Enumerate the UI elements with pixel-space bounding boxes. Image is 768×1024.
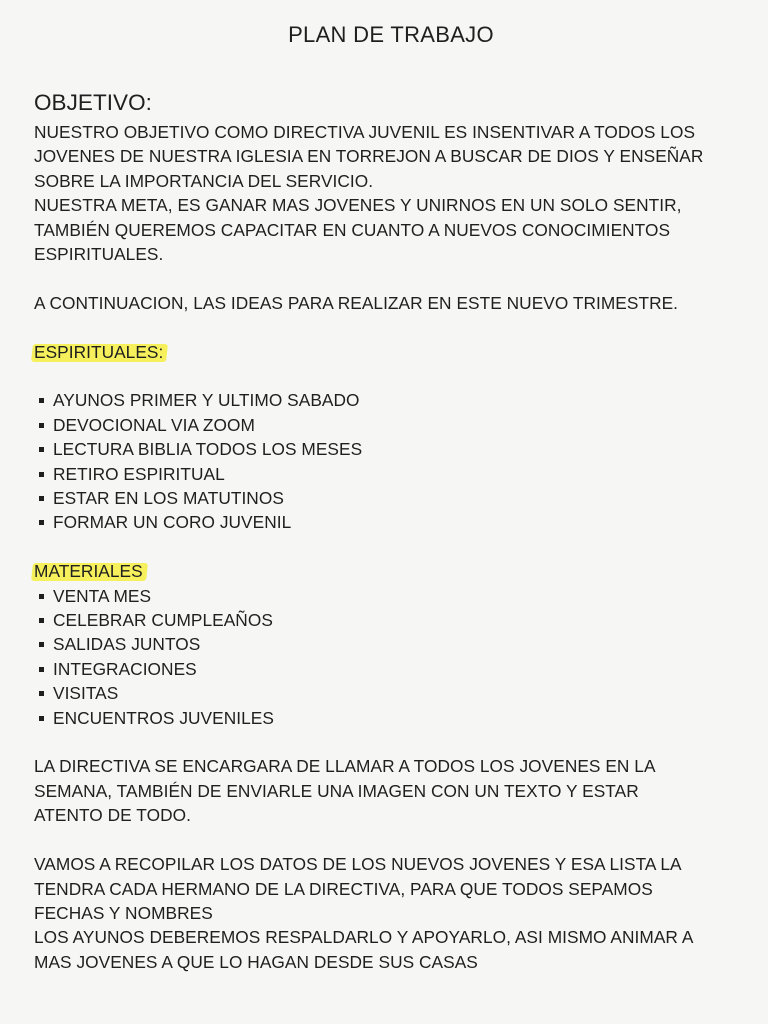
list-item — [34, 657, 746, 681]
list-item-label: LECTURA BIBLIA TODOS LOS MESES — [53, 439, 363, 460]
objective-line: TAMBIÉN QUEREMOS CAPACITAR EN CUANTO A NUEVOS CONOCIMIENTOS — [34, 219, 671, 240]
bullet-icon — [39, 691, 44, 696]
paragraph-line: VAMOS A RECOPILAR LOS DATOS DE LOS NUEVOS JOVENES Y ESA LISTA LA — [34, 854, 682, 875]
paragraph-line: SEMANA, TAMBIÉN DE ENVIARLE UNA IMAGEN CON UN TEXTO Y ESTAR — [34, 780, 639, 801]
list-item-label: SALIDAS JUNTOS — [53, 634, 201, 655]
bullet-icon — [39, 520, 44, 525]
objective-line: ESPIRITUALES. — [34, 244, 164, 265]
list-item — [34, 632, 746, 656]
espirituales-heading-row — [34, 340, 746, 364]
list-item-label: FORMAR UN CORO JUVENIL — [53, 512, 292, 533]
bullet-icon — [39, 667, 44, 672]
list-item — [34, 413, 746, 437]
objective-paragraph — [34, 120, 746, 266]
list-item — [34, 706, 746, 730]
bullet-icon — [39, 496, 44, 501]
paragraph-line: MAS JOVENES A QUE LO HAGAN DESDE SUS CASAS — [34, 951, 478, 972]
paragraph-line: LOS AYUNOS DEBEREMOS RESPALDARLO Y APOYARLO, ASI MISMO ANIMAR A — [34, 927, 694, 948]
list-item-label: CELEBRAR CUMPLEAÑOS — [53, 610, 273, 631]
document-title: PLAN DE TRABAJO — [288, 22, 494, 47]
intro-line: A CONTINUACION, LAS IDEAS PARA REALIZAR EN ESTE NUEVO TRIMESTRE. — [34, 292, 679, 313]
espirituales-list — [34, 388, 746, 534]
bullet-icon — [39, 472, 44, 477]
bullet-icon — [39, 618, 44, 623]
bullet-icon — [39, 642, 44, 647]
list-item-label: VISITAS — [53, 683, 119, 704]
list-item-label: INTEGRACIONES — [53, 658, 197, 679]
document-body — [34, 88, 746, 974]
list-item-label: ENCUENTROS JUVENILES — [53, 707, 274, 728]
list-item — [34, 486, 746, 510]
objective-line: NUESTRA META, ES GANAR MAS JOVENES Y UNIRNOS EN UN SOLO SENTIR, — [34, 195, 682, 216]
list-item — [34, 462, 746, 486]
final-paragraph — [34, 852, 746, 974]
espirituales-heading: ESPIRITUALES: — [34, 340, 163, 364]
list-item-label: DEVOCIONAL VIA ZOOM — [53, 414, 255, 435]
list-item — [34, 608, 746, 632]
bullet-icon — [39, 716, 44, 721]
materiales-heading-row — [34, 559, 746, 583]
list-item-label: RETIRO ESPIRITUAL — [53, 463, 225, 484]
bullet-icon — [39, 398, 44, 403]
objective-line: JOVENES DE NUESTRA IGLESIA EN TORREJON A BUSCAR DE DIOS Y ENSEÑAR — [34, 146, 704, 167]
objective-line: SOBRE LA IMPORTANCIA DEL SERVICIO. — [34, 170, 374, 191]
directiva-paragraph — [34, 754, 746, 827]
paragraph-line: TENDRA CADA HERMANO DE LA DIRECTIVA, PARA QUE TODOS SEPAMOS — [34, 878, 653, 899]
list-item — [34, 681, 746, 705]
objective-heading: OBJETIVO: — [34, 90, 152, 115]
materiales-heading: MATERIALES — [34, 559, 143, 583]
bullet-icon — [39, 423, 44, 428]
list-item — [34, 584, 746, 608]
paragraph-line: FECHAS Y NOMBRES — [34, 902, 213, 923]
bullet-icon — [39, 447, 44, 452]
list-item-label: ESTAR EN LOS MATUTINOS — [53, 488, 284, 509]
list-item-label: AYUNOS PRIMER Y ULTIMO SABADO — [53, 390, 360, 411]
list-item — [34, 510, 746, 534]
bullet-icon — [39, 594, 44, 599]
paragraph-line: ATENTO DE TODO. — [34, 805, 191, 826]
materiales-list — [34, 584, 746, 730]
objective-line: NUESTRO OBJETIVO COMO DIRECTIVA JUVENIL ES INSENTIVAR A TODOS LOS — [34, 122, 696, 142]
list-item-label: VENTA MES — [53, 585, 152, 606]
list-item — [34, 388, 746, 412]
paragraph-line: LA DIRECTIVA SE ENCARGARA DE LLAMAR A TODOS LOS JOVENES EN LA — [34, 756, 656, 777]
list-item — [34, 437, 746, 461]
